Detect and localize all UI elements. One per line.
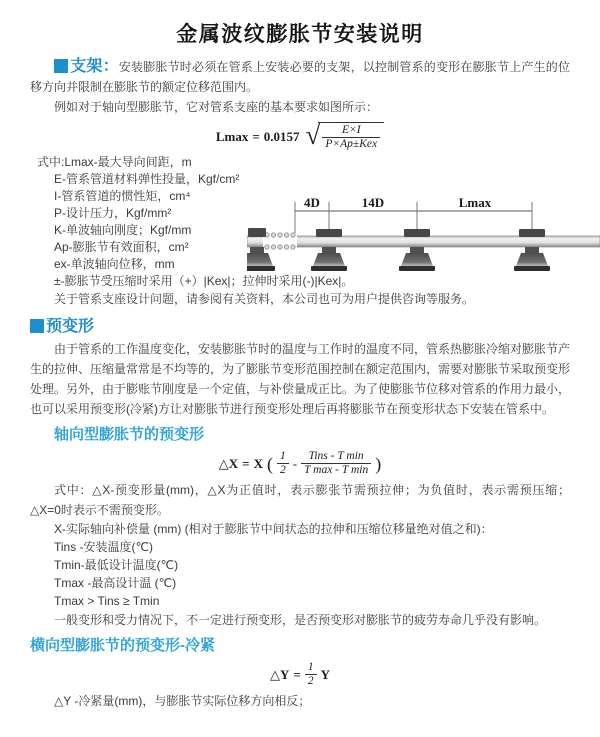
axial-predeform-heading: 轴向型膨胀节的预变形 — [54, 426, 205, 443]
open-paren: ( — [266, 453, 273, 474]
predeform-heading-label: 预变形 — [46, 318, 95, 335]
sign-convention-note: ±-膨胀节受压缩时采用（+）|Kex|；拉伸时采用(-)|Kex|。 — [54, 274, 354, 288]
axial-general-note: 一般变形和受力情况下，不一定进行预变形，是否预变形对膨胀节的疲劳寿命几乎没有影响。 — [54, 613, 547, 627]
support-section-heading — [54, 58, 119, 75]
fraction-numerator: 1 — [277, 450, 289, 464]
definition-line: Tmin-最低设计温度(℃) — [54, 558, 179, 572]
support-requirements-diagram — [247, 194, 600, 290]
variable-line: K-单波轴向刚度；Kgf/mm — [54, 223, 192, 237]
minus-sign: - — [292, 455, 298, 471]
axial-definitions — [30, 520, 570, 610]
variable-line: ex-单波轴向位移，mm — [54, 257, 175, 271]
dim-label-4d: 4D — [304, 195, 320, 210]
variable-line: 式中:Lmax-最大导向间距，m — [37, 155, 192, 169]
formula-fraction — [322, 124, 380, 151]
axial-predeform-formula — [30, 450, 570, 477]
guide-spacing-formula — [30, 122, 570, 151]
fraction-numerator: 1 — [305, 661, 317, 675]
formula-lhs: Lmax — [215, 128, 249, 144]
formula-y-term: Y — [320, 666, 330, 682]
formula-x-term: X — [253, 455, 263, 471]
lateral-predeform-heading: 横向型膨胀节的预变形-冷紧 — [30, 637, 215, 654]
formula-equals: = — [252, 128, 260, 144]
variable-line: E-管系管道材料弹性投量，Kgf/cm² — [54, 172, 240, 186]
support-intro-paragraph — [30, 57, 570, 97]
predeform-paragraph: 由于管系的工作温度变化，安装膨胀节时的温度与工作时的温度不同，管系热膨胀冷缩对膨胀节产生的拉伸、压缩量常常是不均等的，为了膨胀节变形范围控制在额定范围内，需要对膨胀节采取预变形处理。另外，由于膨账节刚度是一个定值，与补偿量成正比。为了使膨胀节位移对管系的作用力最小，也可以采用预变形(冷紧)方让对膨胀节进行预变形处理后再将膨胀节在预变形状态下安装在管系中。 — [30, 342, 571, 416]
formula-equals: = — [242, 455, 250, 471]
fraction-denominator: P×Ap±Kex — [325, 138, 378, 150]
dim-label-14d: 14D — [361, 195, 385, 210]
formula-lhs: △Y — [270, 666, 290, 682]
pipe-support — [399, 229, 435, 271]
fraction-denominator: 2 — [307, 675, 314, 687]
variable-line: P-设计压力，Kgf/mm² — [54, 206, 172, 220]
formula-coefficient: 0.0157 — [263, 128, 300, 144]
temperature-fraction — [301, 450, 371, 477]
support-closing-note: 关于管系支座设计问题，请参阅有关资料，本公司也可为用户提供咨询等服务。 — [54, 291, 475, 306]
pipe — [247, 236, 600, 247]
variable-line: I-管系管道的惯性矩，cm⁴ — [54, 189, 191, 203]
variable-line: Ap-膨胀节有效面积，cm² — [54, 240, 189, 254]
support-heading-label: 支架： — [70, 58, 119, 75]
definition-line: Tins -安装温度(℃) — [54, 540, 154, 554]
pipe-support — [514, 229, 550, 271]
radical-sign: √ — [305, 120, 321, 150]
definition-line: Tmax > Tins ≥ Tmin — [54, 594, 160, 608]
half-fraction — [305, 661, 317, 688]
section-bullet-icon — [54, 59, 68, 73]
lateral-predeform-formula — [30, 661, 570, 688]
dim-label-lmax: Lmax — [458, 195, 492, 210]
formula-lhs: △X — [218, 455, 239, 471]
fraction-numerator: Tins - T min — [301, 450, 371, 464]
half-fraction — [277, 450, 289, 477]
close-paren: ) — [375, 453, 382, 474]
lateral-note: △Y -冷紧量(mm)，与膨胀节实际位移方向相反； — [54, 694, 311, 708]
support-example-line: 例如对于轴向型膨胀节，它对管系支座的基本要求如图所示： — [54, 100, 379, 114]
formula-equals: = — [293, 666, 301, 682]
support-intro-text: 安装膨胀节时必须在管系上安装必要的支架，以控制管系的变形在膨胀节上产生的位移方向并限制在膨胀节的额定位移范围内。 — [30, 60, 570, 94]
axial-formula-explanation: 式中：△X-预变形量(mm)，△X为正值时，表示膨张节需预拉伸；为负值时，表示需预压缩；△X=0时表示不需预变形。 — [30, 483, 570, 517]
fraction-denominator: 2 — [279, 464, 286, 476]
predeform-section-heading — [30, 317, 570, 337]
pipe-support — [311, 229, 347, 271]
definition-line: X-实际轴向补偿量 (mm) (相对于膨胀节中间状态的拉伸和压缩位移量绝对值之和)： — [54, 522, 493, 536]
bellows — [263, 233, 297, 250]
fraction-denominator: T max - T min — [304, 464, 369, 476]
dimension-line — [295, 195, 532, 234]
page-title: 金属波纹膨胀节安装说明 — [176, 23, 424, 46]
radical-expression — [306, 122, 385, 151]
definition-line: Tmax -最高设计温 (℃) — [54, 576, 177, 590]
fraction-numerator: E×I — [322, 124, 380, 138]
section-bullet-icon — [30, 319, 44, 333]
